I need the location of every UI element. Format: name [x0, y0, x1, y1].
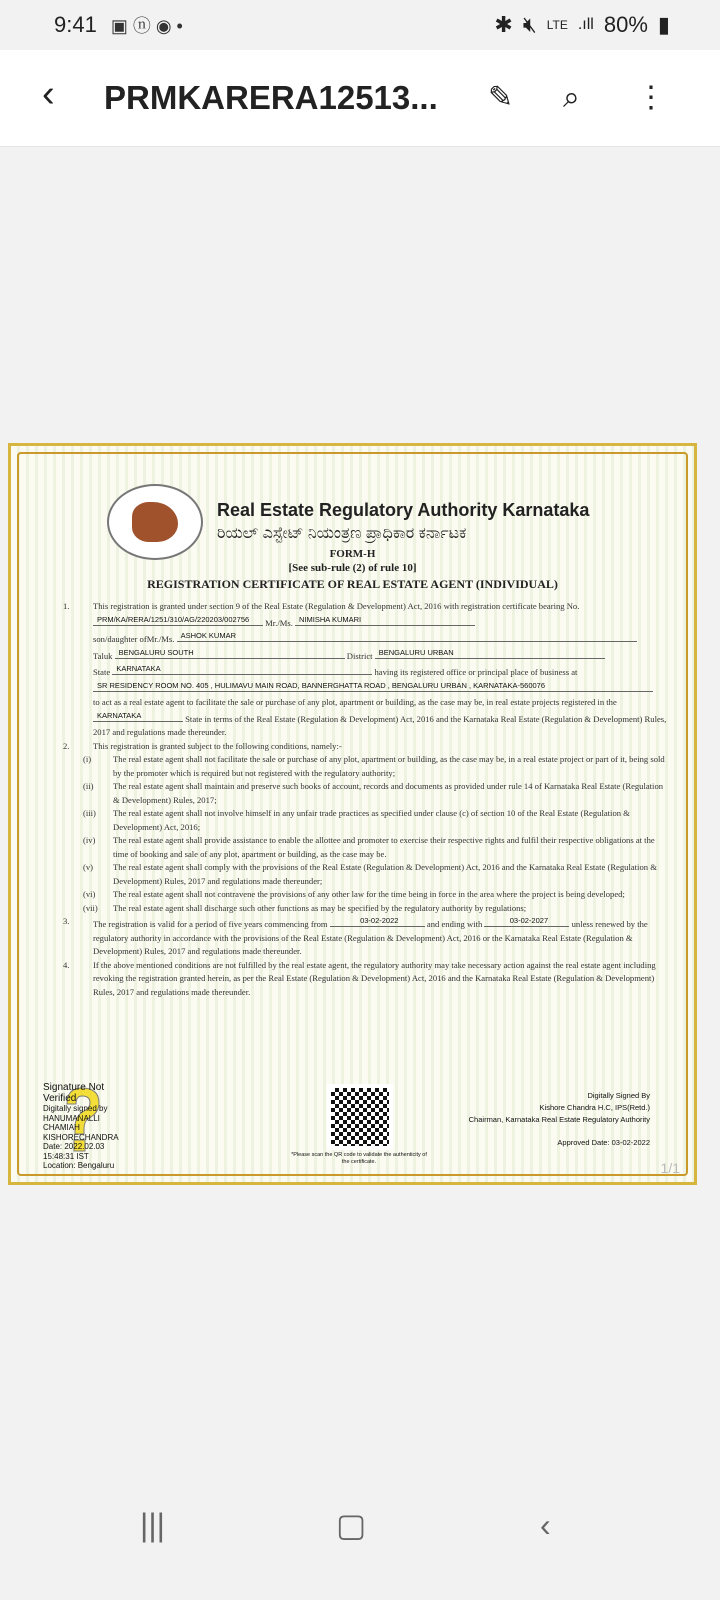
condition-text: The real estate agent shall not involve himself in any unfair trade practices as specified under clause (c) of section 10 of the Real Estate (Regulation & Development) Act, 2016;	[113, 808, 630, 832]
condition-number: (iv)	[83, 835, 96, 845]
text: District	[346, 650, 373, 661]
certificate-heading: REGISTRATION CERTIFICATE OF REAL ESTATE AGENT (INDIVIDUAL)	[147, 577, 558, 591]
more-options-icon[interactable]: ⋮	[636, 81, 666, 114]
state: KARNATAKA	[112, 663, 372, 675]
document-title: PRMKARERA12513...	[104, 79, 438, 116]
text: and ending with	[426, 919, 483, 929]
condition-item	[57, 888, 667, 902]
bluetooth-icon: ✱	[494, 12, 513, 37]
condition-item	[57, 834, 667, 861]
condition-text: The real estate agent shall comply with the provisions of the Real Estate (Regulation & Development) Act, 2016 and the Karnataka Real Estate (Regulation & Development) Rules, 2017 and regulations made thereunder;	[113, 862, 657, 886]
time: 9:41	[54, 12, 97, 37]
signatory-line: Digitally Signed By	[587, 1091, 650, 1100]
text: to act as a real estate agent to facilitate the sale or purchase of any plot, apartment or building, as the case may be, in real estate projects registered in the	[93, 697, 617, 707]
condition-item	[57, 861, 667, 888]
back-icon[interactable]: ‹	[42, 73, 55, 115]
home-button[interactable]: ▢	[336, 1507, 367, 1543]
qr-code	[327, 1084, 393, 1150]
condition-item	[57, 807, 667, 834]
text: State in terms of the Real Estate (Regulation & Development) Act, 2016 and the Karnataka Real Estate (Regulation & Development) Rules, 2017 and regulations made thereunder.	[93, 713, 667, 737]
text: son/daughter ofMr./Ms.	[93, 634, 175, 644]
app-bar	[0, 50, 720, 147]
parent-name: ASHOK KUMAR	[177, 630, 637, 642]
authority-name-en: Real Estate Regulatory Authority Karnataka	[217, 500, 590, 520]
text: Mr./Ms.	[265, 617, 293, 628]
agent-name: NIMISHA KUMARI	[295, 614, 475, 626]
approved-date: Approved Date: 03-02-2022	[557, 1138, 650, 1147]
authority-name-kn: ರಿಯಲ್ ಎಸ್ಟೇಟ್ ನಿಯಂತ್ರಣ ಪ್ರಾಧಿಕಾರ ಕರ್ನಾಟಕ	[217, 525, 467, 542]
text: If the above mentioned conditions are not fulfilled by the real estate agent, the regulatory authority may take necessary action against the real estate agent including revoking the registration granted herein, as per the Real Estate (Regulation & Development) Act, 2016 and the Karnataka Real Estate (Regulation & Development) Rules, 2017 and regulations made thereunder.	[93, 959, 656, 997]
search-icon[interactable]: ⌕	[563, 81, 580, 114]
signature-line: 15:48:31 IST	[43, 1151, 89, 1161]
condition-number: (ii)	[83, 781, 94, 791]
form-label: FORM-H	[329, 548, 376, 560]
navigation-bar	[0, 1505, 720, 1555]
condition-number: (v)	[83, 862, 94, 872]
battery-icon: ▮	[657, 12, 670, 37]
condition-item	[57, 753, 667, 780]
end-date: 03-02-2027	[484, 915, 569, 927]
project-state: KARNATAKA	[93, 710, 183, 722]
start-date: 03-02-2022	[330, 915, 425, 927]
condition-number: (vi)	[83, 889, 96, 899]
text: unless renewed by the regulatory authority in accordance with the provisions of the Real Estate (Regulation & Development) Act, 2016 or the Karnataka Real Estate (Regulation & Development) Rules, 2017 and regulations made thereunder.	[93, 919, 648, 956]
text: having its registered office or principal place of business at	[374, 667, 578, 677]
battery-text: 80%	[603, 12, 648, 37]
condition-text: The real estate agent shall provide assistance to enable the allottee and promoter to exercise their respective rights and fulfil their respective obligations at the time of booking and sale of any plot, apartment or building, as the case may be.	[113, 835, 655, 859]
district: BENGALURU URBAN	[375, 647, 605, 659]
signature-line: Digitally signed by	[43, 1104, 108, 1113]
address: SR RESIDENCY ROOM NO. 405 , HULIMAVU MAIN ROAD, BANNERGHATTA ROAD , BENGALURU URBAN , KARNATAKA-560076	[93, 680, 653, 692]
text: This registration is granted under section 9 of the Real Estate (Regulation & Development) Act, 2016 with registration certificate bearing No.	[93, 601, 580, 611]
condition-text: The real estate agent shall not contravene the provisions of any other law for the time being in force in the area where the project is being developed;	[113, 889, 625, 899]
text: The registration is valid for a period of five years commencing from	[93, 919, 328, 929]
status-bar	[0, 0, 720, 50]
signature-line: Date: 2022.02.03	[43, 1142, 105, 1151]
condition-number: (iii)	[83, 808, 96, 818]
signature-line: HANUMANALLI	[43, 1113, 100, 1123]
digital-signature-block[interactable]	[43, 1082, 133, 1171]
page-indicator: 1/1	[660, 1160, 680, 1176]
signal-icon: .ıll	[577, 16, 594, 33]
rule-label: [See sub-rule (2) of rule 10]	[288, 562, 417, 574]
signatory-line: Kishore Chandra H.C, IPS(Retd.)	[539, 1103, 650, 1112]
qr-note: *Please scan the QR code to validate the authenticity of the certificate.	[291, 1152, 427, 1165]
condition-text: The real estate agent shall not facilitate the sale or purchase of any plot, apartment or building, as the case may be, in a real estate project or part of it, being sold by the promoter which is required but not registered with the regulatory authority;	[113, 754, 665, 778]
condition-item	[57, 902, 667, 916]
taluk: BENGALURU SOUTH	[115, 647, 345, 659]
condition-text: The real estate agent shall maintain and preserve such books of account, records and documents as provided under rule 14 of Karnataka Real Estate (Regulation & Development) Rules, 2017;	[113, 781, 664, 805]
signatory-block	[469, 1090, 650, 1126]
condition-text: The real estate agent shall discharge such other functions as may be specified by the regulatory authority by regulations;	[113, 902, 527, 913]
mute-icon: 🔇︎	[522, 12, 537, 37]
recent-apps-button[interactable]: |||	[140, 1507, 165, 1543]
condition-number: (vii)	[83, 902, 98, 913]
signature-line: KISHORECHANDRA	[43, 1132, 119, 1142]
text: This registration is granted subject to the following conditions, namely:-	[93, 740, 342, 751]
reg-number: PRM/KA/RERA/1251/310/AG/220203/002756	[93, 614, 263, 626]
notification-icons: ▣ ⓝ ◉ •	[110, 16, 183, 36]
condition-number: (i)	[83, 754, 92, 764]
condition-item	[57, 780, 667, 807]
back-button[interactable]: ‹	[540, 1507, 551, 1543]
text: Taluk	[93, 650, 113, 661]
signature-line: Location: Bengaluru	[43, 1161, 115, 1170]
network-label: LTE	[546, 18, 568, 32]
edit-icon[interactable]: ✎	[488, 81, 514, 114]
certificate-page	[8, 443, 697, 1185]
signature-status: Signature Not Verified	[43, 1082, 105, 1104]
signatory-line: Chairman, Karnataka Real Estate Regulatory Authority	[468, 1115, 650, 1124]
signature-line: CHAMIAH	[43, 1123, 80, 1132]
certificate-body: 1. This registration is granted under section 9 of the Real Estate (Regulation & Development) Act, 2016 with registration certificate bearing No. PRM/KA/RERA/1251/310/AG/220203/002756 Mr./Ms. NIMISHA KUMARI son/daughter ofMr./Ms. ASHOK KUMAR Taluk BENGALURU SOUTH District BENGALURU URBAN State KARNATAKA having its registered office or principal place of business at SR RESIDENCY ROOM NO. 405 , HULIMAVU MAIN ROAD, BANNERGHATTA ROAD , BENGALURU URBAN , KARNATAKA-560076 to act as a real estate agent to facilitate the sale or purchase of any plot, apartment or building, as the case may be, in real estate projects registered in the KARNATAKA State in terms of the Real Estate (Regulation & Development) Act, 2016 and the Karnataka Real Estate (Regulation & Development) Rules, 2017 and regulations made thereunder. 2. This registration is granted subject to the following conditions, namely:- (i) The real estate agent shall not facilitate the sale or purchase of any plot, apartment or building, as the case may be, in a real estate project or part of it, being sold by the promoter which is required but not registered with the regulatory authority; (ii) The real estate agent shall maintain and preserve such books of account, records and documents as provided under rule 14 of Karnataka Real Estate (Regulation & Development) Rules, 2017; (iii) The real estate agent shall not involve himself in any unfair trade practices as specified under clause (c) of section 10 of the Real Estate (Regulation & Development) Act, 2016; (iv) The real estate agent shall provide assistance to enable the allottee and promoter to exercise their respective rights and fulfil their respective obligations at the time of booking and sale of any plot, apartment or building, as the case may be. (v) The real estate agent shall comply with the provisions of the Real Estate (Regulation & Development) Act, 2016 and the Karnataka Real Estate (Regulation & Development) Rules, 2017 and regulations made thereunder; (vi) The real estate agent shall not contravene the provisions of any other law for the time being in force in the area where the project is being developed; (vii) The real estate agent shall discharge such other functions as may be specified by the regulatory authority by regulations; 3. The registration is valid for a period of five years commencing from 03-02-2022 and ending with 03-02-2027 unless renewed by the regulatory authority in accordance with the provisions of the Real Estate (Regulation & Development) Act, 2016 or the Karnataka Real Estate (Regulation & Development) Rules, 2017 and regulations made thereunder. 4. If the above mentioned conditions are not fulfilled by the real estate agent, the regulatory authority may take necessary action against the real estate agent including revoking the registration granted herein, as per the Real Estate (Regulation & Development) Act, 2016 and the Karnataka Real Estate (Regulation & Development) Rules, 2017 and regulations made thereunder.	[57, 600, 667, 999]
text: State	[93, 667, 111, 677]
